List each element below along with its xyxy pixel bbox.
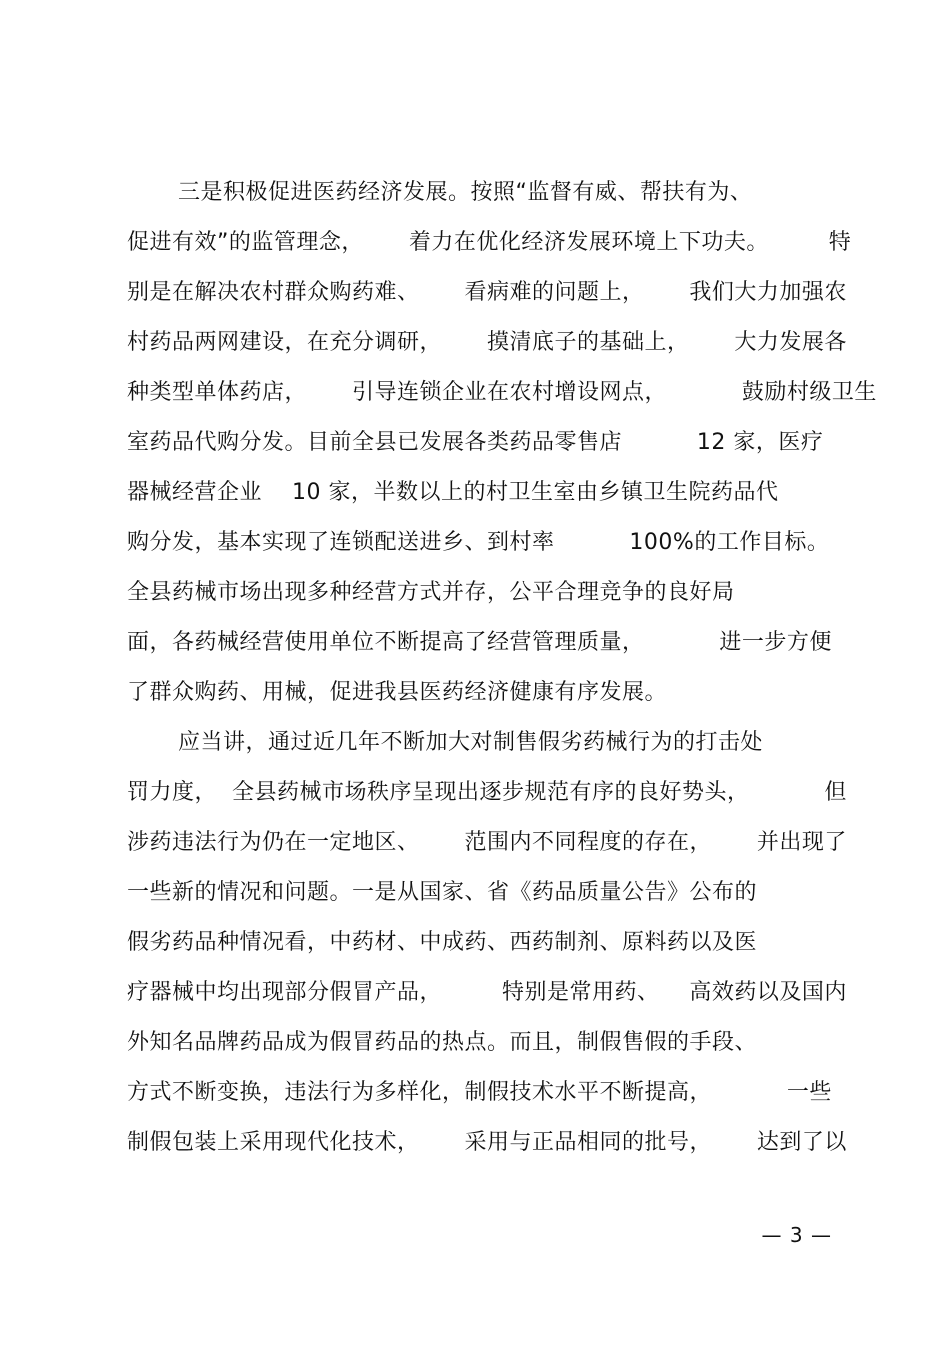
paragraph-1-line-1: 三是积极促进医药经济发展。按照“监督有威、帮扶有为、 — [178, 180, 753, 205]
paragraph-2-line-8: 方式不断变换，违法行为多样化，制假技术水平不断提高， 一些 — [127, 1080, 832, 1105]
paragraph-1-line-7: 器械经营企业 10 家，半数以上的村卫生室由乡镇卫生院药品代 — [127, 480, 779, 505]
paragraph-1-line-3: 别是在解决农村群众购药难、 看病难的问题上， 我们大力加强农 — [127, 280, 847, 305]
paragraph-2-line-1: 应当讲，通过近几年不断加大对制售假劣药械行为的打击处 — [178, 730, 764, 755]
page-number: — 3 — — [761, 1223, 832, 1247]
paragraph-2-line-2: 罚力度， 全县药械市场秩序呈现出逐步规范有序的良好势头， 但 — [127, 780, 847, 805]
paragraph-2-line-7: 外知名品牌药品成为假冒药品的热点。而且，制假售假的手段、 — [127, 1030, 758, 1055]
paragraph-2-line-9: 制假包装上采用现代化技术， 采用与正品相同的批号， 达到了以 — [127, 1130, 847, 1155]
paragraph-1-line-2: 促进有效”的监管理念， 着力在优化经济发展环境上下功夫。 特 — [127, 230, 852, 255]
paragraph-1-line-5: 种类型单体药店， 引导连锁企业在农村增设网点， 鼓励村级卫生 — [127, 380, 877, 405]
paragraph-2-line-6: 疗器械中均出现部分假冒产品， 特别是常用药、 高效药以及国内 — [127, 980, 847, 1005]
paragraph-2-line-3: 涉药违法行为仍在一定地区、 范围内不同程度的存在， 并出现了 — [127, 830, 847, 855]
paragraph-1-line-8: 购分发，基本实现了连锁配送进乡、到村率 100%的工作目标。 — [127, 530, 830, 555]
paragraph-1-line-10: 面，各药械经营使用单位不断提高了经营管理质量， 进一步方便 — [127, 630, 832, 655]
paragraph-1-line-4: 村药品两网建设，在充分调研， 摸清底子的基础上， 大力发展各 — [127, 330, 847, 355]
paragraph-1-line-9: 全县药械市场出现多种经营方式并存，公平合理竞争的良好局 — [127, 580, 735, 605]
paragraph-2-line-5: 假劣药品种情况看，中药材、中成药、西药制剂、原料药以及医 — [127, 930, 758, 955]
paragraph-1-line-11: 了群众购药、用械，促进我县医药经济健康有序发展。 — [127, 680, 668, 705]
paragraph-1-line-6: 室药品代购分发。目前全县已发展各类药品零售店 12 家，医疗 — [127, 430, 824, 455]
paragraph-2-line-4: 一些新的情况和问题。一是从国家、省《药品质量公告》公布的 — [127, 880, 758, 905]
